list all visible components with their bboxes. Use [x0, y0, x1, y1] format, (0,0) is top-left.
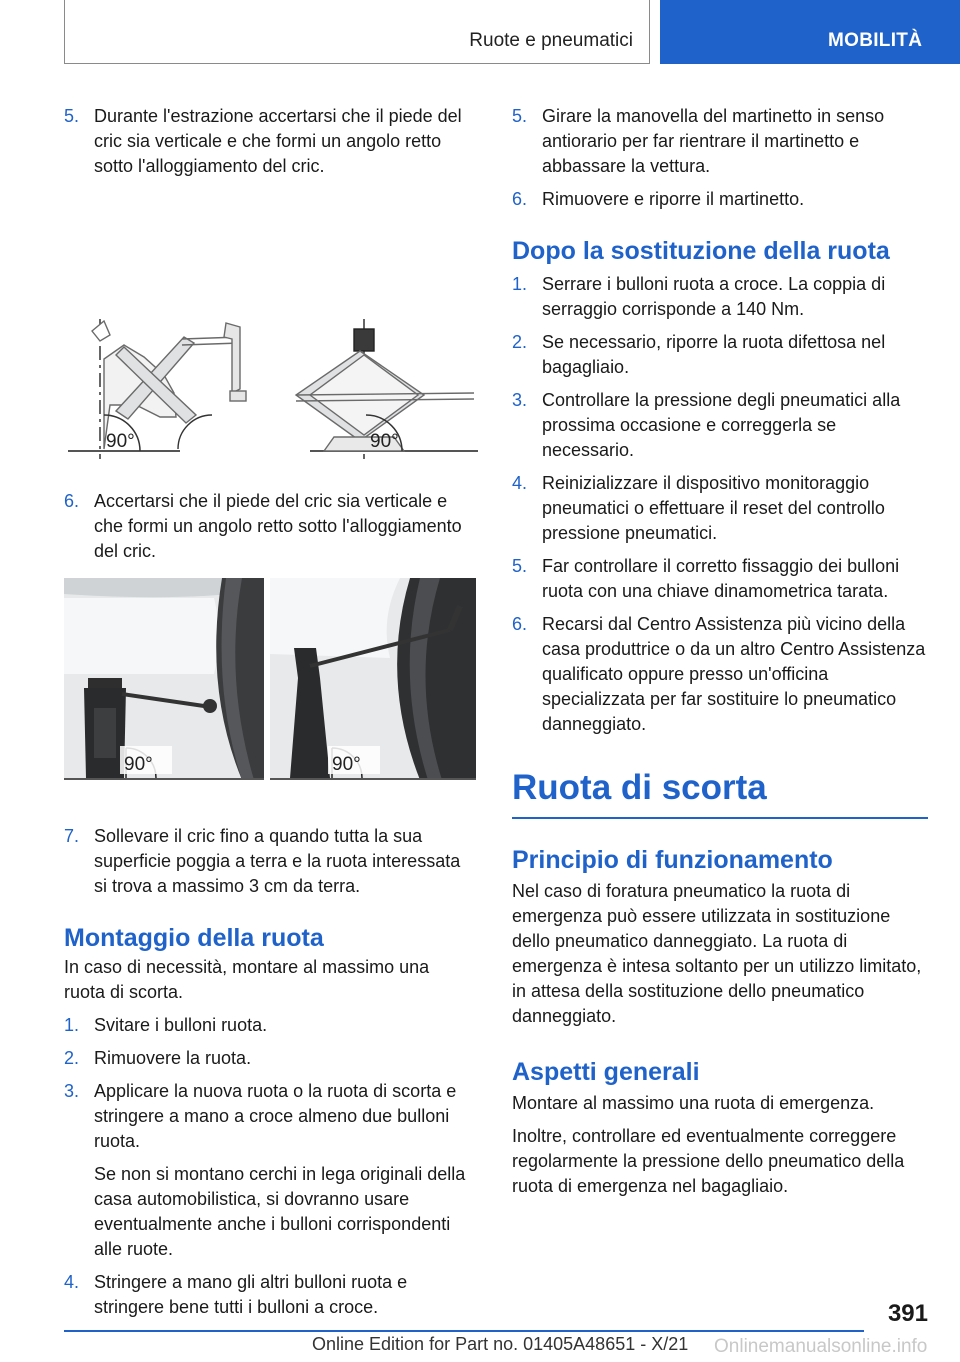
section-heading: Aspetti generali [512, 1057, 700, 1086]
page-number: 391 [887, 1300, 928, 1327]
list-item [512, 330, 928, 380]
list-item-text: Se necessario, riporre la ruota difettosa nel bagagliaio. [542, 332, 886, 377]
list-item [64, 1046, 478, 1071]
header-chapter-box [660, 0, 960, 64]
header-section-title: Ruote e pneumatici [469, 30, 633, 51]
angle-label: 90° [124, 754, 153, 775]
list-item-text: Reinizializzare il dispositivo monitoraggio pneumatici o effettuare il reset del controllo pressione pneumatici. [542, 473, 885, 543]
list-item-number: 5. [512, 556, 528, 576]
angle-label: 90° [332, 754, 361, 775]
list-item [64, 489, 464, 564]
list-item [64, 824, 478, 899]
left-column [64, 104, 478, 1320]
list-item [512, 471, 928, 546]
paragraph: Se non si montano cerchi in lega originali della casa automobilistica, si dovranno usare eventualmente anche i bulloni corrispondenti alle ruote. [94, 1164, 466, 1259]
list-item-number: 6. [512, 614, 528, 634]
angle-label: 90° [106, 431, 135, 452]
list-item [64, 1270, 478, 1320]
list-item-number: 2. [64, 1048, 80, 1068]
list-item-text: Accertarsi che il piede del cric sia verticale e che formi un angolo retto sotto l'alloggiamento del cric. [94, 491, 462, 561]
watermark: Onlinemanualsonline.info [714, 1336, 928, 1357]
list-item-text: Durante l'estrazione accertarsi che il piede del cric sia verticale e che formi un angolo retto sotto l'alloggiamento del cric. [94, 106, 462, 176]
jack-diagram-illustration [64, 179, 478, 489]
list-item-number: 6. [64, 491, 80, 511]
jack-diagram-figure [64, 179, 478, 489]
list-item-text: Stringere a mano gli altri bulloni ruota e stringere bene tutti i bulloni a croce. [94, 1272, 408, 1317]
list-item-number: 5. [64, 106, 80, 126]
paragraph: In caso di necessità, montare al massimo una ruota di scorta. [64, 957, 430, 1002]
jack-photo-left [64, 578, 264, 780]
paragraph: Inoltre, controllare ed eventualmente correggere regolarmente la pressione dello pneumatico della ruota di emergenza nel bagagliaio. [512, 1125, 905, 1196]
list-item [64, 1079, 478, 1154]
list-item-text: Far controllare il corretto fissaggio dei bulloni ruota con una chiave dinamometrica tarata. [542, 556, 900, 601]
list-item-number: 2. [512, 332, 528, 352]
list-item-text: Rimuovere la ruota. [94, 1048, 252, 1068]
right-column [512, 104, 928, 1199]
list-item [64, 104, 464, 179]
section-heading: Montaggio della ruota [64, 924, 324, 952]
list-item-text: Applicare la nuova ruota o la ruota di scorta e stringere a mano a croce almeno due bulloni ruota. [94, 1081, 457, 1151]
header-section-box [64, 0, 650, 64]
list-item-text: Rimuovere e riporre il martinetto. [542, 189, 805, 209]
list-item-number: 4. [512, 473, 528, 493]
list-item-number: 5. [512, 106, 528, 126]
paragraph: Montare al massimo una ruota di emergenza. [512, 1092, 875, 1113]
angle-label: 90° [370, 431, 399, 452]
list-item-text: Controllare la pressione degli pneumatici alla prossima occasione e correggerla se necessario. [542, 390, 901, 460]
list-item-number: 1. [512, 274, 528, 294]
jack-photo-figure [64, 574, 478, 824]
list-item [512, 554, 928, 604]
list-item-text: Svitare i bulloni ruota. [94, 1015, 268, 1035]
list-item-number: 7. [64, 826, 80, 846]
list-item [64, 1013, 478, 1038]
list-item-text: Recarsi dal Centro Assistenza più vicino della casa produttrice o da un altro Centro Assistenza qualificato oppure presso un'officina specializzata per far sostituire lo pneumatico danneggiato. [542, 614, 926, 734]
section-heading: Dopo la sostituzione della ruota [512, 237, 890, 265]
paragraph: Nel caso di foratura pneumatico la ruota di emergenza può essere utilizzata in sostituzione dello pneumatico danneggiato. La ruota di emergenza è intesa soltanto per un utilizzo limitato, in attesa della sostituzione dello pneumatico danneggiato. [512, 880, 922, 1026]
list-item-number: 6. [512, 189, 528, 209]
chapter-title: Ruota di scorta [512, 768, 767, 807]
jack-photo-right [270, 578, 476, 780]
list-item [512, 388, 928, 463]
edition-note: Online Edition for Part no. 01405A48651 - X/21 [312, 1334, 689, 1354]
list-item [512, 187, 928, 212]
section-heading: Principio di funzionamento [512, 845, 833, 874]
list-item-number: 3. [64, 1081, 80, 1101]
header-chapter-title: MOBILITÀ [828, 30, 923, 51]
list-item-number: 3. [512, 390, 528, 410]
list-item-number: 1. [64, 1015, 80, 1035]
list-item-text: Sollevare il cric fino a quando tutta la sua superficie poggia a terra e la ruota interessata si trova a massimo 3 cm da terra. [94, 826, 461, 896]
list-item-number: 4. [64, 1272, 80, 1292]
list-item-text: Girare la manovella del martinetto in senso antiorario per far rientrare il martinetto e abbassare la vettura. [542, 106, 885, 176]
chapter-title-rule [512, 817, 928, 819]
list-item [512, 272, 928, 322]
footer-rule [64, 1330, 864, 1332]
list-item [512, 612, 928, 737]
list-item-text: Serrare i bulloni ruota a croce. La coppia di serraggio corrisponde a 140 Nm. [542, 274, 886, 319]
list-item [512, 104, 928, 179]
